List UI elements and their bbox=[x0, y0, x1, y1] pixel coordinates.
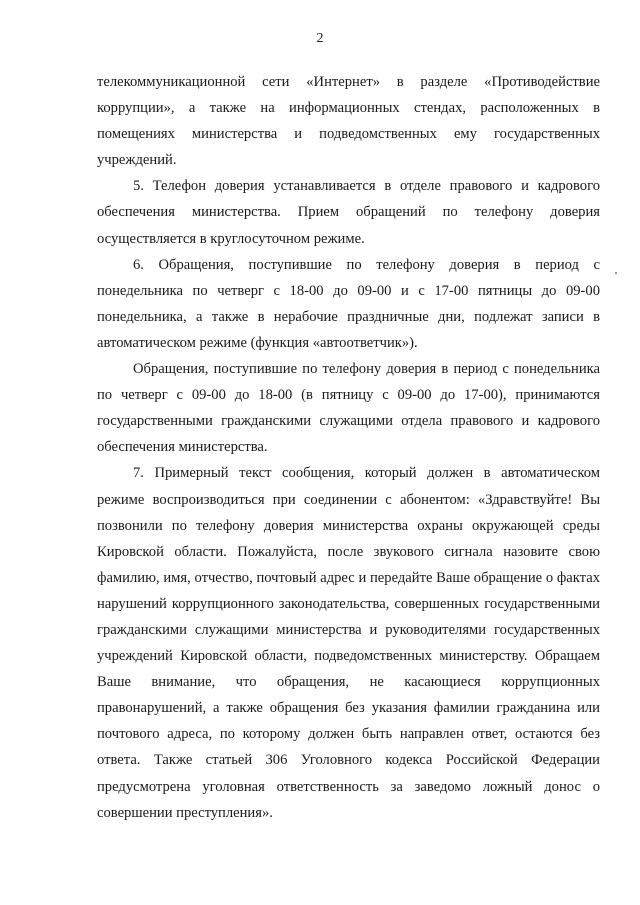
page-number: 2 bbox=[316, 31, 324, 46]
document-body bbox=[97, 69, 600, 826]
paragraph-item-5: 5. Телефон доверия устанавливается в отделе правового и кадрового обеспечения министерства. Прием обращений по телефону доверия осуществляется в круглосуточном режиме. bbox=[97, 178, 600, 247]
scan-speck bbox=[615, 272, 617, 274]
paragraph-item-7: 7. Примерный текст сообщения, который должен в автоматическом режиме воспроизводиться при соединении с абонентом: «Здравствуйте! Вы позвонили по телефону доверия министерства охраны окружающей среды Кировской области. Пожалуйста, после звукового сигнала назовите свою фамилию, имя, отчество, почтовый адрес и передайте Ваше обращение о фактах нарушений коррупционного законодательства, совершенных государственными гражданскими служащими министерства и руководителями государственных учреждений Кировской области, подведомственных министерству. Обращаем Ваше внимание, что обращения, не касающиеся коррупционных правонарушений, а также обращения без указания фамилии гражданина или почтового адреса, по которому должен быть направлен ответ, остаются без ответа. Также статьей 306 Уголовного кодекса Российской Федерации предусмотрена уголовная ответственность за заведомо ложный донос о совершении преступления». bbox=[97, 465, 600, 821]
paragraph-internet-section: телекоммуникационной сети «Интернет» в разделе «Противодействие коррупции», а также на информационных стендах, расположенных в помещениях министерства и подведомственных ему государственных учреждений. bbox=[97, 74, 600, 169]
paragraph-item-6: 6. Обращения, поступившие по телефону доверия в период с понедельника по четверг с 18-00 до 09-00 и с 17-00 пятницы до 09-00 понедельника, а также в нерабочие праздничные дни, подлежат записи в автоматическом режиме (функция «автоответчик»). bbox=[97, 256, 600, 351]
paragraph-working-hours: Обращения, поступившие по телефону доверия в период с понедельника по четверг с 09-00 до 18-00 (в пятницу с 09-00 до 17-00), принимаются государственными гражданскими служащими отдела правового и кадрового обеспечения министерства. bbox=[97, 361, 600, 456]
